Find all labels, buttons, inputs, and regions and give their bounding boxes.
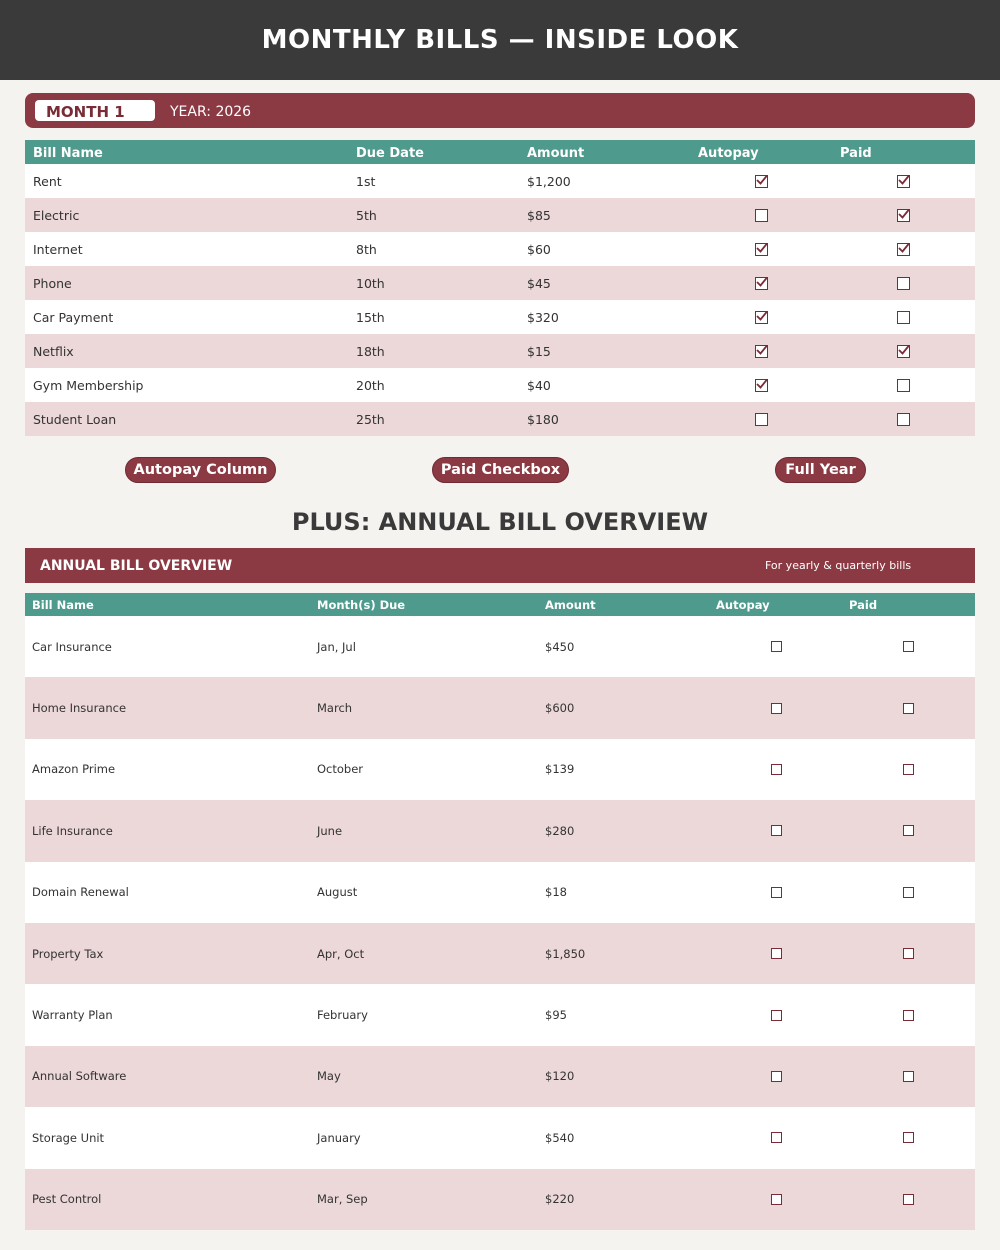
paid-checkbox-button[interactable]: Paid Checkbox	[432, 457, 569, 483]
autopay-checkbox[interactable]	[771, 1010, 782, 1021]
bill-name-cell: Internet	[33, 241, 83, 257]
annual-bills-table	[25, 593, 975, 1230]
paid-cell	[893, 266, 913, 300]
paid-checkbox[interactable]	[903, 703, 914, 714]
column-header-amount: Amount	[527, 146, 585, 161]
autopay-cell	[766, 1169, 786, 1230]
checkmark-icon	[755, 343, 769, 357]
full-year-button[interactable]: Full Year	[775, 457, 866, 483]
autopay-cell	[751, 368, 771, 402]
bill-name-cell: Home Insurance	[32, 701, 127, 716]
checkmark-icon	[755, 377, 769, 391]
due-cell: 1st	[356, 173, 376, 189]
due-cell: March	[317, 701, 353, 716]
amount-cell: $450	[545, 639, 575, 654]
bill-name-cell: Student Loan	[33, 411, 117, 427]
checkmark-icon	[897, 173, 911, 187]
paid-checkbox[interactable]	[903, 1194, 914, 1205]
paid-checkbox[interactable]	[897, 175, 910, 188]
autopay-cell	[751, 266, 771, 300]
checkmark-icon	[755, 173, 769, 187]
paid-checkbox[interactable]	[903, 764, 914, 775]
paid-checkbox[interactable]	[897, 243, 910, 256]
autopay-checkbox[interactable]	[755, 311, 768, 324]
paid-cell	[898, 1107, 918, 1168]
bill-name-cell: Life Insurance	[32, 823, 113, 838]
paid-checkbox[interactable]	[897, 345, 910, 358]
paid-cell	[898, 923, 918, 984]
paid-checkbox[interactable]	[897, 413, 910, 426]
amount-cell: $1,200	[527, 173, 571, 189]
table-row	[25, 402, 975, 436]
paid-checkbox[interactable]	[897, 277, 910, 290]
column-header-amount: Amount	[545, 598, 596, 612]
bill-name-cell: Car Payment	[33, 309, 114, 325]
autopay-cell	[751, 402, 771, 436]
amount-cell: $120	[545, 1069, 575, 1084]
table-row	[25, 862, 975, 923]
paid-cell	[893, 402, 913, 436]
due-cell: June	[317, 823, 343, 838]
amount-cell: $280	[545, 823, 575, 838]
autopay-checkbox[interactable]	[771, 1194, 782, 1205]
due-cell: Jan, Jul	[317, 639, 356, 654]
autopay-checkbox[interactable]	[755, 379, 768, 392]
autopay-checkbox[interactable]	[771, 764, 782, 775]
due-cell: 8th	[356, 241, 377, 257]
paid-cell	[898, 1046, 918, 1107]
due-cell: 20th	[356, 377, 385, 393]
table-row	[25, 198, 975, 232]
checkmark-icon	[897, 207, 911, 221]
autopay-cell	[766, 862, 786, 923]
monthly-bills-table	[25, 140, 975, 436]
amount-cell: $180	[527, 411, 559, 427]
paid-checkbox[interactable]	[903, 825, 914, 836]
due-cell: January	[317, 1130, 361, 1145]
paid-cell	[893, 300, 913, 334]
column-header-months-due: Month(s) Due	[317, 598, 406, 612]
column-header-bill-name: Bill Name	[33, 146, 103, 161]
paid-cell	[893, 334, 913, 368]
table-row	[25, 677, 975, 738]
paid-checkbox[interactable]	[897, 311, 910, 324]
autopay-cell	[766, 677, 786, 738]
paid-checkbox[interactable]	[897, 209, 910, 222]
amount-cell: $139	[545, 762, 575, 777]
checkmark-icon	[897, 343, 911, 357]
autopay-cell	[766, 616, 786, 677]
bill-name-cell: Rent	[33, 173, 62, 189]
paid-cell	[898, 800, 918, 861]
due-cell: 25th	[356, 411, 385, 427]
autopay-checkbox[interactable]	[771, 825, 782, 836]
paid-checkbox[interactable]	[903, 641, 914, 652]
month-label[interactable]: MONTH 1	[35, 100, 155, 121]
table-row	[25, 266, 975, 300]
amount-cell: $540	[545, 1130, 575, 1145]
table-row	[25, 800, 975, 861]
due-cell: October	[317, 762, 364, 777]
amount-cell: $45	[527, 275, 551, 291]
paid-checkbox[interactable]	[903, 1132, 914, 1143]
column-header-due-date: Due Date	[356, 146, 424, 161]
due-cell: 15th	[356, 309, 385, 325]
bill-name-cell: Property Tax	[32, 946, 104, 961]
table-row	[25, 232, 975, 266]
autopay-checkbox[interactable]	[755, 243, 768, 256]
paid-cell	[898, 616, 918, 677]
bill-name-cell: Amazon Prime	[32, 762, 116, 777]
year-label: YEAR: 2026	[170, 104, 252, 120]
paid-checkbox[interactable]	[903, 887, 914, 898]
paid-cell	[898, 984, 918, 1045]
bill-name-cell: Electric	[33, 207, 80, 223]
table-row	[25, 164, 975, 198]
amount-cell: $18	[545, 885, 567, 900]
annual-title: ANNUAL BILL OVERVIEW	[40, 558, 233, 574]
amount-cell: $600	[545, 701, 575, 716]
amount-cell: $40	[527, 377, 551, 393]
table-row	[25, 334, 975, 368]
paid-cell	[893, 164, 913, 198]
annual-bar	[25, 548, 975, 583]
table-row	[25, 739, 975, 800]
autopay-cell	[766, 923, 786, 984]
autopay-cell	[751, 334, 771, 368]
amount-cell: $220	[545, 1192, 575, 1207]
column-header-autopay: Autopay	[716, 598, 770, 612]
paid-cell	[893, 198, 913, 232]
checkmark-icon	[755, 241, 769, 255]
column-header-bill-name: Bill Name	[32, 598, 94, 612]
autopay-checkbox[interactable]	[771, 641, 782, 652]
paid-checkbox[interactable]	[903, 1071, 914, 1082]
bill-name-cell: Gym Membership	[33, 377, 144, 393]
table-row	[25, 368, 975, 402]
paid-checkbox[interactable]	[903, 1010, 914, 1021]
autopay-checkbox[interactable]	[755, 209, 768, 222]
bill-name-cell: Annual Software	[32, 1069, 127, 1084]
autopay-column-button[interactable]: Autopay Column	[125, 457, 276, 483]
bill-name-cell: Domain Renewal	[32, 885, 129, 900]
amount-cell: $15	[527, 343, 551, 359]
autopay-cell	[766, 1107, 786, 1168]
autopay-checkbox[interactable]	[771, 887, 782, 898]
paid-checkbox[interactable]	[903, 948, 914, 959]
amount-cell: $60	[527, 241, 551, 257]
checkmark-icon	[755, 275, 769, 289]
autopay-checkbox[interactable]	[755, 345, 768, 358]
page-header	[0, 0, 1000, 80]
autopay-cell	[751, 164, 771, 198]
due-cell: 10th	[356, 275, 385, 291]
column-header-autopay: Autopay	[698, 146, 759, 161]
table-row	[25, 1046, 975, 1107]
bill-name-cell: Phone	[33, 275, 72, 291]
paid-cell	[898, 677, 918, 738]
table-row	[25, 1107, 975, 1168]
autopay-checkbox[interactable]	[755, 413, 768, 426]
due-cell: 5th	[356, 207, 377, 223]
amount-cell: $95	[545, 1008, 567, 1023]
autopay-checkbox[interactable]	[755, 277, 768, 290]
table-header	[25, 140, 975, 164]
autopay-cell	[766, 984, 786, 1045]
autopay-cell	[766, 800, 786, 861]
paid-cell	[893, 368, 913, 402]
due-cell: Mar, Sep	[317, 1192, 368, 1207]
bill-name-cell: Car Insurance	[32, 639, 112, 654]
due-cell: Apr, Oct	[317, 946, 365, 961]
bill-name-cell: Pest Control	[32, 1192, 102, 1207]
autopay-cell	[751, 232, 771, 266]
amount-cell: $85	[527, 207, 551, 223]
section-title: PLUS: ANNUAL BILL OVERVIEW	[291, 508, 709, 536]
autopay-cell	[766, 1046, 786, 1107]
table-row	[25, 984, 975, 1045]
table-row	[25, 616, 975, 677]
paid-cell	[898, 1169, 918, 1230]
paid-cell	[898, 862, 918, 923]
annual-subtitle: For yearly & quarterly bills	[765, 559, 912, 572]
paid-cell	[893, 232, 913, 266]
table-row	[25, 923, 975, 984]
bill-name-cell: Warranty Plan	[32, 1008, 113, 1023]
autopay-checkbox[interactable]	[771, 1132, 782, 1143]
bill-name-cell: Storage Unit	[32, 1130, 105, 1145]
table-header	[25, 593, 975, 616]
checkmark-icon	[897, 241, 911, 255]
month-bar	[25, 93, 975, 128]
column-header-paid: Paid	[849, 598, 878, 612]
page-title: MONTHLY BILLS — INSIDE LOOK	[261, 25, 739, 55]
due-cell: August	[317, 885, 358, 900]
paid-cell	[898, 739, 918, 800]
autopay-checkbox[interactable]	[755, 175, 768, 188]
bill-name-cell: Netflix	[33, 343, 74, 359]
autopay-checkbox[interactable]	[771, 948, 782, 959]
checkmark-icon	[755, 309, 769, 323]
autopay-checkbox[interactable]	[771, 1071, 782, 1082]
autopay-cell	[766, 739, 786, 800]
due-cell: 18th	[356, 343, 385, 359]
autopay-cell	[751, 300, 771, 334]
due-cell: February	[317, 1008, 368, 1023]
table-row	[25, 300, 975, 334]
column-header-paid: Paid	[840, 146, 872, 161]
amount-cell: $1,850	[545, 946, 586, 961]
autopay-cell	[751, 198, 771, 232]
table-row	[25, 1169, 975, 1230]
due-cell: May	[317, 1069, 341, 1084]
paid-checkbox[interactable]	[897, 379, 910, 392]
autopay-checkbox[interactable]	[771, 703, 782, 714]
amount-cell: $320	[527, 309, 559, 325]
